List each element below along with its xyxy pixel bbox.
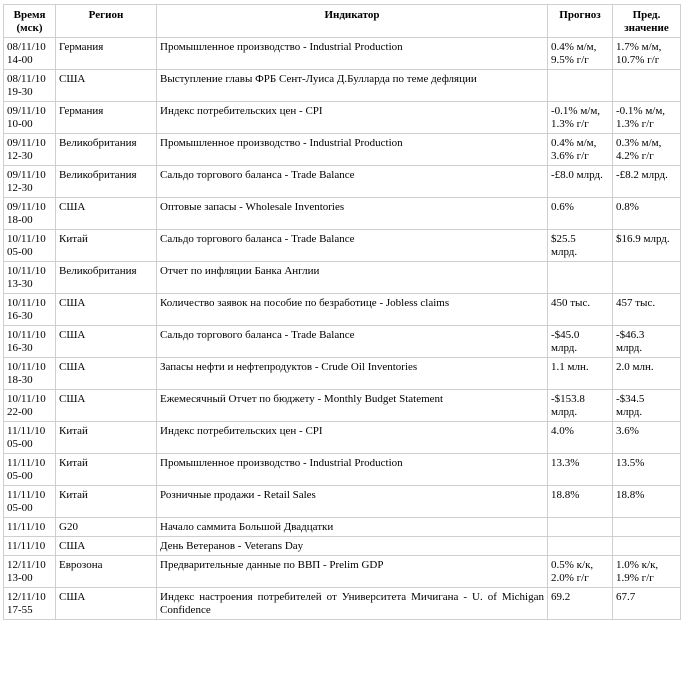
cell-time: 10/11/10 18-30 (4, 358, 56, 390)
cell-indicator: Ежемесячный Отчет по бюджету - Monthly Budget Statement (157, 390, 548, 422)
table-row (4, 422, 681, 454)
economic-calendar-table (3, 4, 681, 620)
cell-time: 11/11/10 05-00 (4, 486, 56, 518)
table-row (4, 326, 681, 358)
cell-previous: 2.0 млн. (613, 358, 681, 390)
table-row (4, 518, 681, 537)
cell-time: 11/11/10 (4, 518, 56, 537)
table-row (4, 454, 681, 486)
cell-region: США (56, 70, 157, 102)
cell-region: США (56, 537, 157, 556)
table-row (4, 262, 681, 294)
cell-time: 10/11/10 22-00 (4, 390, 56, 422)
cell-previous: 457 тыс. (613, 294, 681, 326)
cell-previous (613, 537, 681, 556)
cell-time: 11/11/10 05-00 (4, 422, 56, 454)
table-row (4, 556, 681, 588)
cell-forecast: -$45.0 млрд. (548, 326, 613, 358)
cell-indicator: День Ветеранов - Veterans Day (157, 537, 548, 556)
cell-forecast: 13.3% (548, 454, 613, 486)
table-row (4, 588, 681, 620)
cell-indicator: Индекс потребительских цен - CPI (157, 422, 548, 454)
cell-forecast: 4.0% (548, 422, 613, 454)
header-previous: Пред. значение (613, 5, 681, 38)
cell-indicator: Сальдо торгового баланса - Trade Balance (157, 166, 548, 198)
cell-time: 10/11/10 16-30 (4, 326, 56, 358)
table-row (4, 230, 681, 262)
cell-indicator: Индекс настроения потребителей от Университета Мичигана - U. of Michigan Confidence (157, 588, 548, 620)
header-indicator: Индикатор (157, 5, 548, 38)
cell-indicator: Сальдо торгового баланса - Trade Balance (157, 326, 548, 358)
cell-time: 08/11/10 14-00 (4, 38, 56, 70)
cell-indicator: Индекс потребительских цен - CPI (157, 102, 548, 134)
table-row (4, 390, 681, 422)
cell-time: 10/11/10 16-30 (4, 294, 56, 326)
cell-forecast: -$153.8 млрд. (548, 390, 613, 422)
cell-previous: -$34.5 млрд. (613, 390, 681, 422)
cell-region: Германия (56, 102, 157, 134)
cell-previous: 13.5% (613, 454, 681, 486)
cell-time: 09/11/10 12-30 (4, 166, 56, 198)
cell-region: Великобритания (56, 134, 157, 166)
cell-indicator: Оптовые запасы - Wholesale Inventories (157, 198, 548, 230)
cell-previous (613, 518, 681, 537)
cell-region: США (56, 326, 157, 358)
cell-region: Китай (56, 486, 157, 518)
cell-region: США (56, 198, 157, 230)
cell-indicator: Промышленное производство - Industrial Production (157, 134, 548, 166)
cell-previous (613, 262, 681, 294)
table-row (4, 38, 681, 70)
cell-previous: 1.0% к/к, 1.9% г/г (613, 556, 681, 588)
cell-previous: -$46.3 млрд. (613, 326, 681, 358)
cell-forecast: $25.5 млрд. (548, 230, 613, 262)
cell-indicator: Промышленное производство - Industrial Production (157, 454, 548, 486)
cell-indicator: Промышленное производство - Industrial Production (157, 38, 548, 70)
cell-forecast: -0.1% м/м, 1.3% г/г (548, 102, 613, 134)
cell-previous: -£8.2 млрд. (613, 166, 681, 198)
cell-region: Великобритания (56, 166, 157, 198)
cell-indicator: Предварительные данные по ВВП - Prelim GDP (157, 556, 548, 588)
cell-region: США (56, 294, 157, 326)
cell-time: 10/11/10 13-30 (4, 262, 56, 294)
cell-forecast: 0.5% к/к, 2.0% г/г (548, 556, 613, 588)
cell-time: 12/11/10 17-55 (4, 588, 56, 620)
cell-indicator: Сальдо торгового баланса - Trade Balance (157, 230, 548, 262)
cell-time: 12/11/10 13-00 (4, 556, 56, 588)
cell-forecast: 450 тыс. (548, 294, 613, 326)
cell-time: 09/11/10 10-00 (4, 102, 56, 134)
cell-region: Великобритания (56, 262, 157, 294)
cell-region: США (56, 588, 157, 620)
cell-previous: -0.1% м/м, 1.3% г/г (613, 102, 681, 134)
header-time: Время (мск) (4, 5, 56, 38)
table-row (4, 134, 681, 166)
cell-forecast: -£8.0 млрд. (548, 166, 613, 198)
table-row (4, 70, 681, 102)
cell-time: 11/11/10 (4, 537, 56, 556)
cell-forecast: 1.1 млн. (548, 358, 613, 390)
table-row (4, 198, 681, 230)
header-row (4, 5, 681, 38)
cell-region: США (56, 390, 157, 422)
cell-region: США (56, 358, 157, 390)
table-row (4, 537, 681, 556)
cell-previous: 0.8% (613, 198, 681, 230)
cell-region: Китай (56, 230, 157, 262)
cell-region: Китай (56, 454, 157, 486)
cell-previous: 3.6% (613, 422, 681, 454)
cell-time: 09/11/10 18-00 (4, 198, 56, 230)
table-row (4, 358, 681, 390)
cell-indicator: Выступление главы ФРБ Сент-Луиса Д.Булларда по теме дефляции (157, 70, 548, 102)
cell-region: G20 (56, 518, 157, 537)
cell-region: Еврозона (56, 556, 157, 588)
cell-forecast (548, 262, 613, 294)
cell-forecast (548, 518, 613, 537)
cell-previous (613, 70, 681, 102)
cell-previous: 18.8% (613, 486, 681, 518)
header-region: Регион (56, 5, 157, 38)
table-row (4, 294, 681, 326)
cell-previous: 67.7 (613, 588, 681, 620)
cell-indicator: Отчет по инфляции Банка Англии (157, 262, 548, 294)
cell-region: Германия (56, 38, 157, 70)
calendar-table-wrapper (3, 4, 681, 620)
cell-time: 10/11/10 05-00 (4, 230, 56, 262)
cell-forecast (548, 70, 613, 102)
cell-forecast: 18.8% (548, 486, 613, 518)
cell-indicator: Запасы нефти и нефтепродуктов - Crude Oil Inventories (157, 358, 548, 390)
cell-indicator: Розничные продажи - Retail Sales (157, 486, 548, 518)
cell-indicator: Начало саммита Большой Двадцатки (157, 518, 548, 537)
cell-forecast: 69.2 (548, 588, 613, 620)
table-row (4, 102, 681, 134)
cell-previous: 1.7% м/м, 10.7% г/г (613, 38, 681, 70)
cell-forecast (548, 537, 613, 556)
header-forecast: Прогноз (548, 5, 613, 38)
cell-indicator: Количество заявок на пособие по безработице - Jobless claims (157, 294, 548, 326)
cell-time: 08/11/10 19-30 (4, 70, 56, 102)
cell-forecast: 0.6% (548, 198, 613, 230)
cell-region: Китай (56, 422, 157, 454)
cell-forecast: 0.4% м/м, 9.5% г/г (548, 38, 613, 70)
table-row (4, 166, 681, 198)
cell-time: 11/11/10 05-00 (4, 454, 56, 486)
cell-previous: 0.3% м/м, 4.2% г/г (613, 134, 681, 166)
table-row (4, 486, 681, 518)
cell-time: 09/11/10 12-30 (4, 134, 56, 166)
cell-forecast: 0.4% м/м, 3.6% г/г (548, 134, 613, 166)
table-body (4, 38, 681, 620)
cell-previous: $16.9 млрд. (613, 230, 681, 262)
